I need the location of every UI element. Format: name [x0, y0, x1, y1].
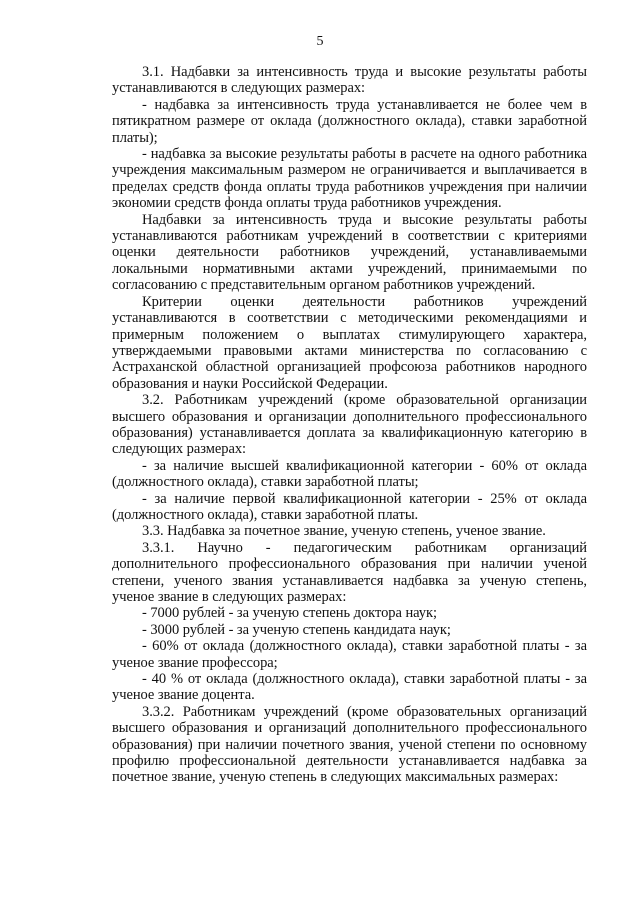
page-number: 5	[316, 34, 324, 49]
document-body	[112, 64, 587, 786]
paragraph-first-category: - за наличие первой квалификационной категории - 25% от оклада (должностного оклада), ставки заработной платы.	[112, 490, 587, 523]
paragraph-3-3-2: 3.3.2. Работникам учреждений (кроме образовательных организаций высшего образования и организаций дополнительного профессионального образования) при наличии почетного звания, ученой степени по основному профилю профессиональной деятельности устанавливается надбавка за почетное звание, ученую степень в следующих максимальных размерах:	[112, 703, 587, 786]
paragraph-3-2: 3.2. Работникам учреждений (кроме образовательной организации высшего образования и организации дополнительного профессионального образования) устанавливается доплата за квалификационную категорию в следующих размерах:	[112, 392, 587, 458]
paragraph-3-3: 3.3. Надбавка за почетное звание, ученую степень, ученое звание.	[142, 523, 546, 540]
paragraph-docent-title: - 40 % от оклада (должностного оклада), ставки заработной платы - за ученое звание доцента.	[112, 671, 587, 704]
paragraph-highest-category: - за наличие высшей квалификационной категории - 60% от оклада (должностного оклада), ставки заработной платы;	[112, 457, 587, 491]
paragraph-doctor-degree: - 7000 рублей - за ученую степень доктора наук;	[142, 605, 437, 622]
paragraph-intensity-bonus: - надбавка за интенсивность труда устанавливается не более чем в пятикратном размере от оклада (должностного оклада), ставки заработной платы);	[112, 96, 587, 146]
paragraph-evaluation-criteria: Критерии оценки деятельности работников учреждений устанавливаются в соответствии с методическими рекомендациями и примерным положением о выплатах стимулирующего характера, утверждаемыми правовыми актами министерства по согласованию с Астраханской областной организацией профсоюза работников народного образования и науки Российской Федерации.	[112, 293, 587, 392]
paragraph-results-bonus: - надбавка за высокие результаты работы в расчете на одного работника учреждения максимальным размером не ограничивается и выплачивается в пределах средств фонда оплаты труда работников учреждения при наличии экономии средств фонда оплаты труда работников учреждения.	[112, 146, 587, 212]
paragraph-professor-title: - 60% от оклада (должностного оклада), ставки заработной платы - за ученое звание профессора;	[112, 638, 587, 671]
paragraph-bonus-criteria: Надбавки за интенсивность труда и высокие результаты работы устанавливаются работникам учреждений в соответствии с критериями оценки деятельности работников учреждений, устанавливаемыми локальными нормативными актами учреждений, принимаемыми по согласованию с представительным органом работников учреждений.	[112, 211, 587, 294]
paragraph-candidate-degree: - 3000 рублей - за ученую степень кандидата наук;	[142, 621, 451, 638]
paragraph-3-1: 3.1. Надбавки за интенсивность труда и высокие результаты работы устанавливаются в следующих размерах:	[112, 64, 587, 97]
paragraph-3-3-1: 3.3.1. Научно - педагогическим работникам организаций дополнительного профессионального образования при наличии ученой степени, ученого звания устанавливается надбавка за ученую степень, ученое звание в следующих размерах:	[112, 539, 587, 605]
